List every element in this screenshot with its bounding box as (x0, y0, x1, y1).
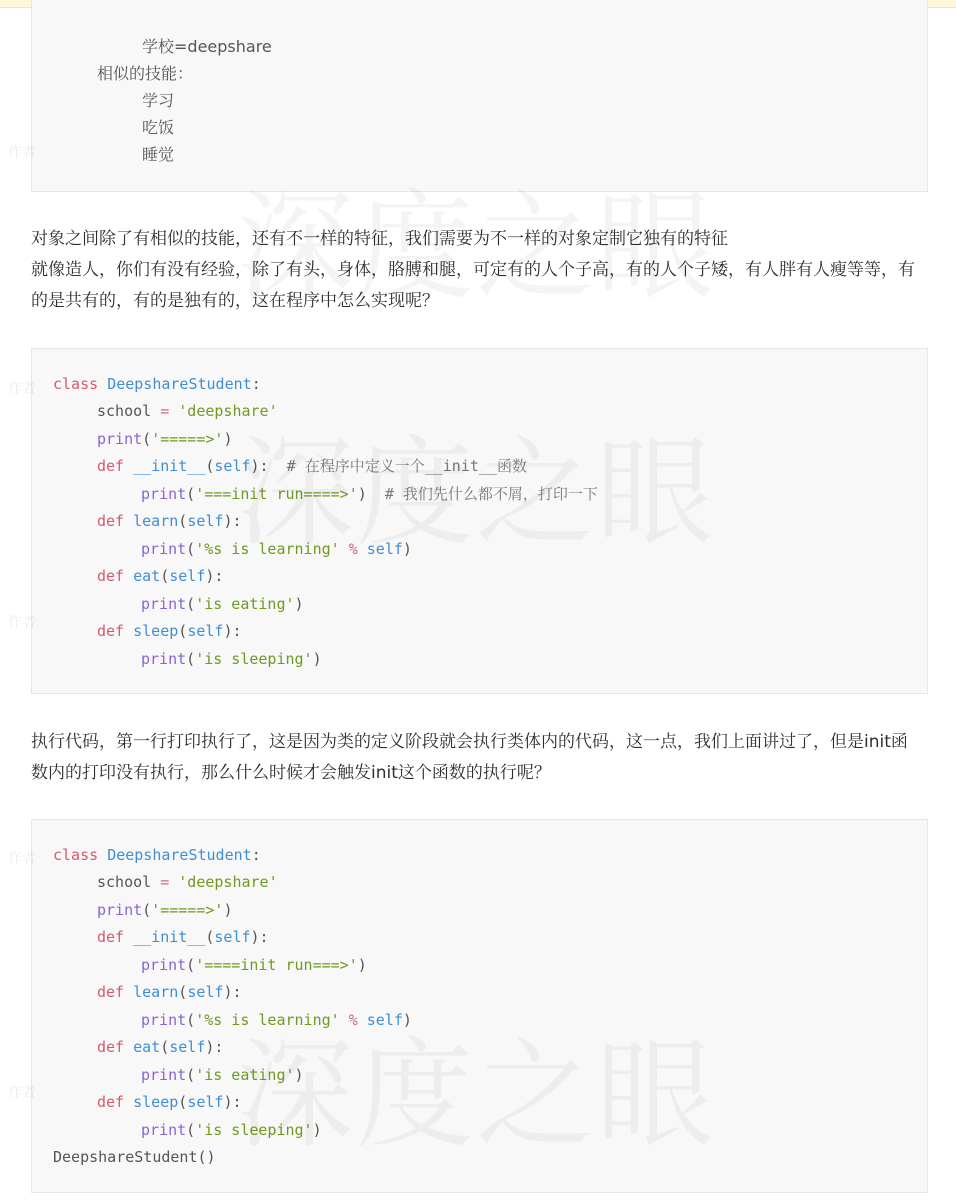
watermark-side: 作者 (8, 615, 36, 631)
code-line: school = 'deepshare' (97, 873, 278, 891)
code-line: class DeepshareStudent: (53, 375, 261, 393)
code-block-1 (31, 0, 928, 192)
code-line: print('is sleeping') (141, 1121, 322, 1139)
code-line: school = 'deepshare' (97, 402, 278, 420)
paragraph-line: 对象之间除了有相似的技能，还有不一样的特征，我们需要为不一样的对象定制它独有的特征 (31, 229, 728, 249)
code-line: print('%s is learning' % self) (141, 540, 412, 558)
code-line: def learn(self): (97, 983, 242, 1001)
code-line: def __init__(self): (97, 928, 269, 946)
watermark-side: 作者 (8, 1085, 36, 1101)
code-line: def sleep(self): (97, 1093, 242, 1111)
block1-line: 学习 (142, 91, 175, 110)
paragraph-2 (31, 727, 923, 789)
code-line: print('is sleeping') (141, 650, 322, 668)
code-line: class DeepshareStudent: (53, 846, 261, 864)
block1-line: 吃饭 (142, 118, 175, 137)
code-line: print('===init run====>') # 我们先什么都不屑，打印一下 (141, 485, 598, 503)
watermark-side: 作者 (8, 145, 36, 161)
paragraph-line: 执行代码，第一行打印执行了，这是因为类的定义阶段就会执行类体内的代码，这一点，我们上面讲过了，但是init函数内的打印没有执行，那么什么时候才会触发init这个函数的执行呢？ (31, 732, 908, 783)
block1-line: 相似的技能： (97, 64, 194, 83)
watermark-side: 作者 (8, 381, 36, 397)
code-line: print('=====>') (97, 430, 233, 448)
code-line: print('====init run===>') (141, 956, 367, 974)
code-line: def sleep(self): (97, 622, 242, 640)
code-line: print('=====>') (97, 901, 233, 919)
block1-line: 学校=deepshare (142, 37, 272, 56)
code-block-2 (31, 348, 928, 694)
code-line: def __init__(self): # 在程序中定义一个__init__函数 (97, 457, 527, 475)
code-line: def eat(self): (97, 567, 224, 585)
code-line: DeepshareStudent() (53, 1148, 216, 1166)
watermark-side: 作者 (8, 851, 36, 867)
code-line: print('is eating') (141, 595, 304, 613)
block1-line: 睡觉 (142, 145, 175, 164)
code-block-3 (31, 819, 928, 1193)
paragraph-1 (31, 224, 923, 317)
code-line: print('%s is learning' % self) (141, 1011, 412, 1029)
paragraph-line: 就像造人，你们有没有经验，除了有头，身体，胳膊和腿，可定有的人个子高，有的人个子矮，有人胖有人瘦等等，有的是共有的，有的是独有的，这在程序中怎么实现呢？ (31, 260, 915, 311)
code-line: print('is eating') (141, 1066, 304, 1084)
code-line: def eat(self): (97, 1038, 224, 1056)
code-line: def learn(self): (97, 512, 242, 530)
